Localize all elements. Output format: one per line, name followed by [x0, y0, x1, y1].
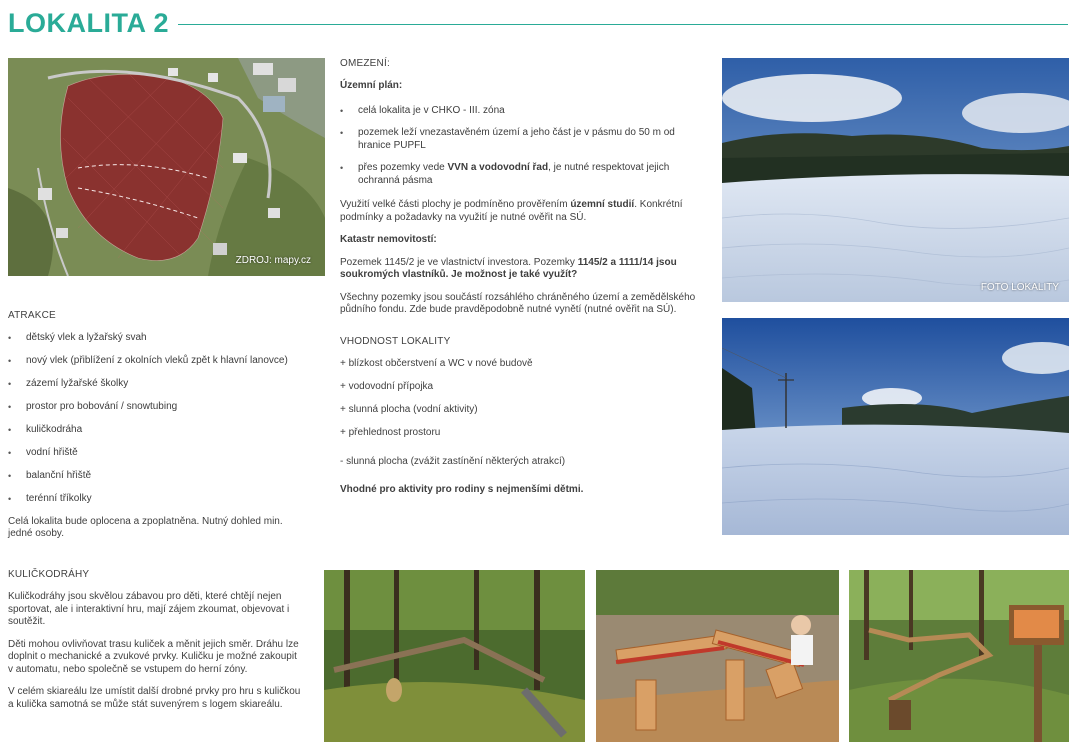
list-item: • vodní hřiště — [8, 447, 308, 460]
list-item: • kuličkodráha — [8, 424, 308, 437]
kulickodrahy-paragraph: V celém skiareálu lze umístit další drobné prvky pro hru s kuličkou a kulička samotná se může stát suvenýrem s logem skiareálu. — [8, 686, 301, 710]
kulickodrahy-heading: KULIČKODRÁHY — [8, 569, 90, 580]
uzemni-plan-list — [340, 105, 705, 188]
atrakce-section — [8, 310, 308, 541]
kulickodrahy-section — [8, 569, 303, 711]
paragraph-bold-text: územní studií — [570, 199, 635, 210]
aerial-map-image — [8, 58, 325, 276]
atrakce-heading: ATRAKCE — [8, 310, 56, 321]
list-item: • prostor pro bobování / snowtubing — [8, 401, 308, 414]
paragraph-text: Využití velké části plochy je podmíněno prověřením — [340, 199, 571, 210]
marble-run-photo-1 — [324, 570, 585, 742]
paragraph-bold-text: 1145/2 a 1111/14 jsou soukromých vlastníků. Je možnost je také využít? — [340, 256, 677, 280]
paragraph-text: . Konkrétní podmínky a požadavky na využití je nutné ověřit na SÚ. — [340, 199, 683, 223]
uzemni-plan-heading: Územní plán: — [340, 80, 403, 91]
pozemky-paragraph: Všechny pozemky jsou součástí rozsáhlého chráněného území a zemědělského půdního fondu. Zde bude pravděpodobně nutné vynětí (nutné ověřit na SÚ). — [340, 291, 696, 315]
site-photo-1 — [722, 58, 1069, 302]
map-source-label: ZDROJ: mapy.cz — [235, 255, 311, 266]
atrakce-list — [8, 332, 308, 506]
list-item — [340, 162, 698, 187]
list-item: • nový vlek (přiblížení z okolních vleků zpět k hlavní lanovce) — [8, 355, 308, 368]
list-item: • dětský vlek a lyžařský svah — [8, 332, 308, 345]
list-item: • terénní tříkolky — [8, 493, 308, 506]
bullet-bold-text: VVN a vodovodní řad — [447, 162, 549, 173]
kulickodrahy-paragraph: Děti mohou ovlivňovat trasu kuliček a měnit jejich směr. Dráhu lze doplnit o mechanické a zvukové prvky. Kuličku je možné zakoupit v automatu, nebo společně se vstupem do herní zóny. — [8, 638, 299, 675]
foto-lokality-label: FOTO LOKALITY — [980, 282, 1059, 293]
list-item: • balanční hřiště — [8, 470, 308, 483]
list-item: • celá lokalita je v CHKO - III. zóna — [340, 105, 705, 118]
katastr-paragraph — [340, 257, 695, 282]
vhodnost-section — [340, 336, 705, 497]
vhodnost-plus-item: + přehlednost prostoru — [340, 427, 441, 438]
vyuziti-paragraph — [340, 199, 705, 224]
title-divider — [178, 24, 1068, 25]
list-item: • pozemek leží vnezastavěném území a jeho část je v pásmu do 50 m od hranice PUPFL — [340, 127, 698, 152]
site-photo-2 — [722, 318, 1069, 535]
marble-run-photo-3 — [849, 570, 1069, 742]
omezeni-section — [340, 58, 705, 317]
vhodnost-plus-item: + vodovodní přípojka — [340, 381, 434, 392]
paragraph-text: Pozemek 1145/2 je ve vlastnictví investora. Pozemky — [340, 256, 578, 268]
vhodnost-plus-item: + slunná plocha (vodní aktivity) — [340, 404, 478, 415]
atrakce-note: Celá lokalita bude oplocena a zpoplatněna. Nutný dohled min. jedné osoby. — [8, 515, 283, 539]
vhodnost-heading: VHODNOST LOKALITY — [340, 336, 451, 347]
katastr-heading: Katastr nemovitostí: — [340, 234, 437, 245]
page-title: LOKALITA 2 — [8, 8, 169, 38]
bullet-text: přes pozemky vede — [358, 162, 448, 173]
vhodnost-conclusion: Vhodné pro aktivity pro rodiny s nejmenšími dětmi. — [340, 484, 584, 495]
omezeni-heading: OMEZENÍ: — [340, 58, 390, 69]
bullet-text: , je nutné respektovat jejich ochranná pásma — [358, 162, 670, 186]
vhodnost-plus-item: + blízkost občerstvení a WC v nové budově — [340, 358, 533, 369]
list-item: • zázemí lyžařské školky — [8, 378, 308, 391]
marble-run-photo-2 — [596, 570, 839, 742]
vhodnost-minus-item: - slunná plocha (zvážit zastínění některých atrakcí) — [340, 455, 566, 467]
kulickodrahy-paragraph: Kuličkodráhy jsou skvělou zábavou pro děti, které chtějí nejen sportovat, ale i interaktivní hru, mají zájem zkoumat, objevovat i soutěžit. — [8, 591, 290, 627]
